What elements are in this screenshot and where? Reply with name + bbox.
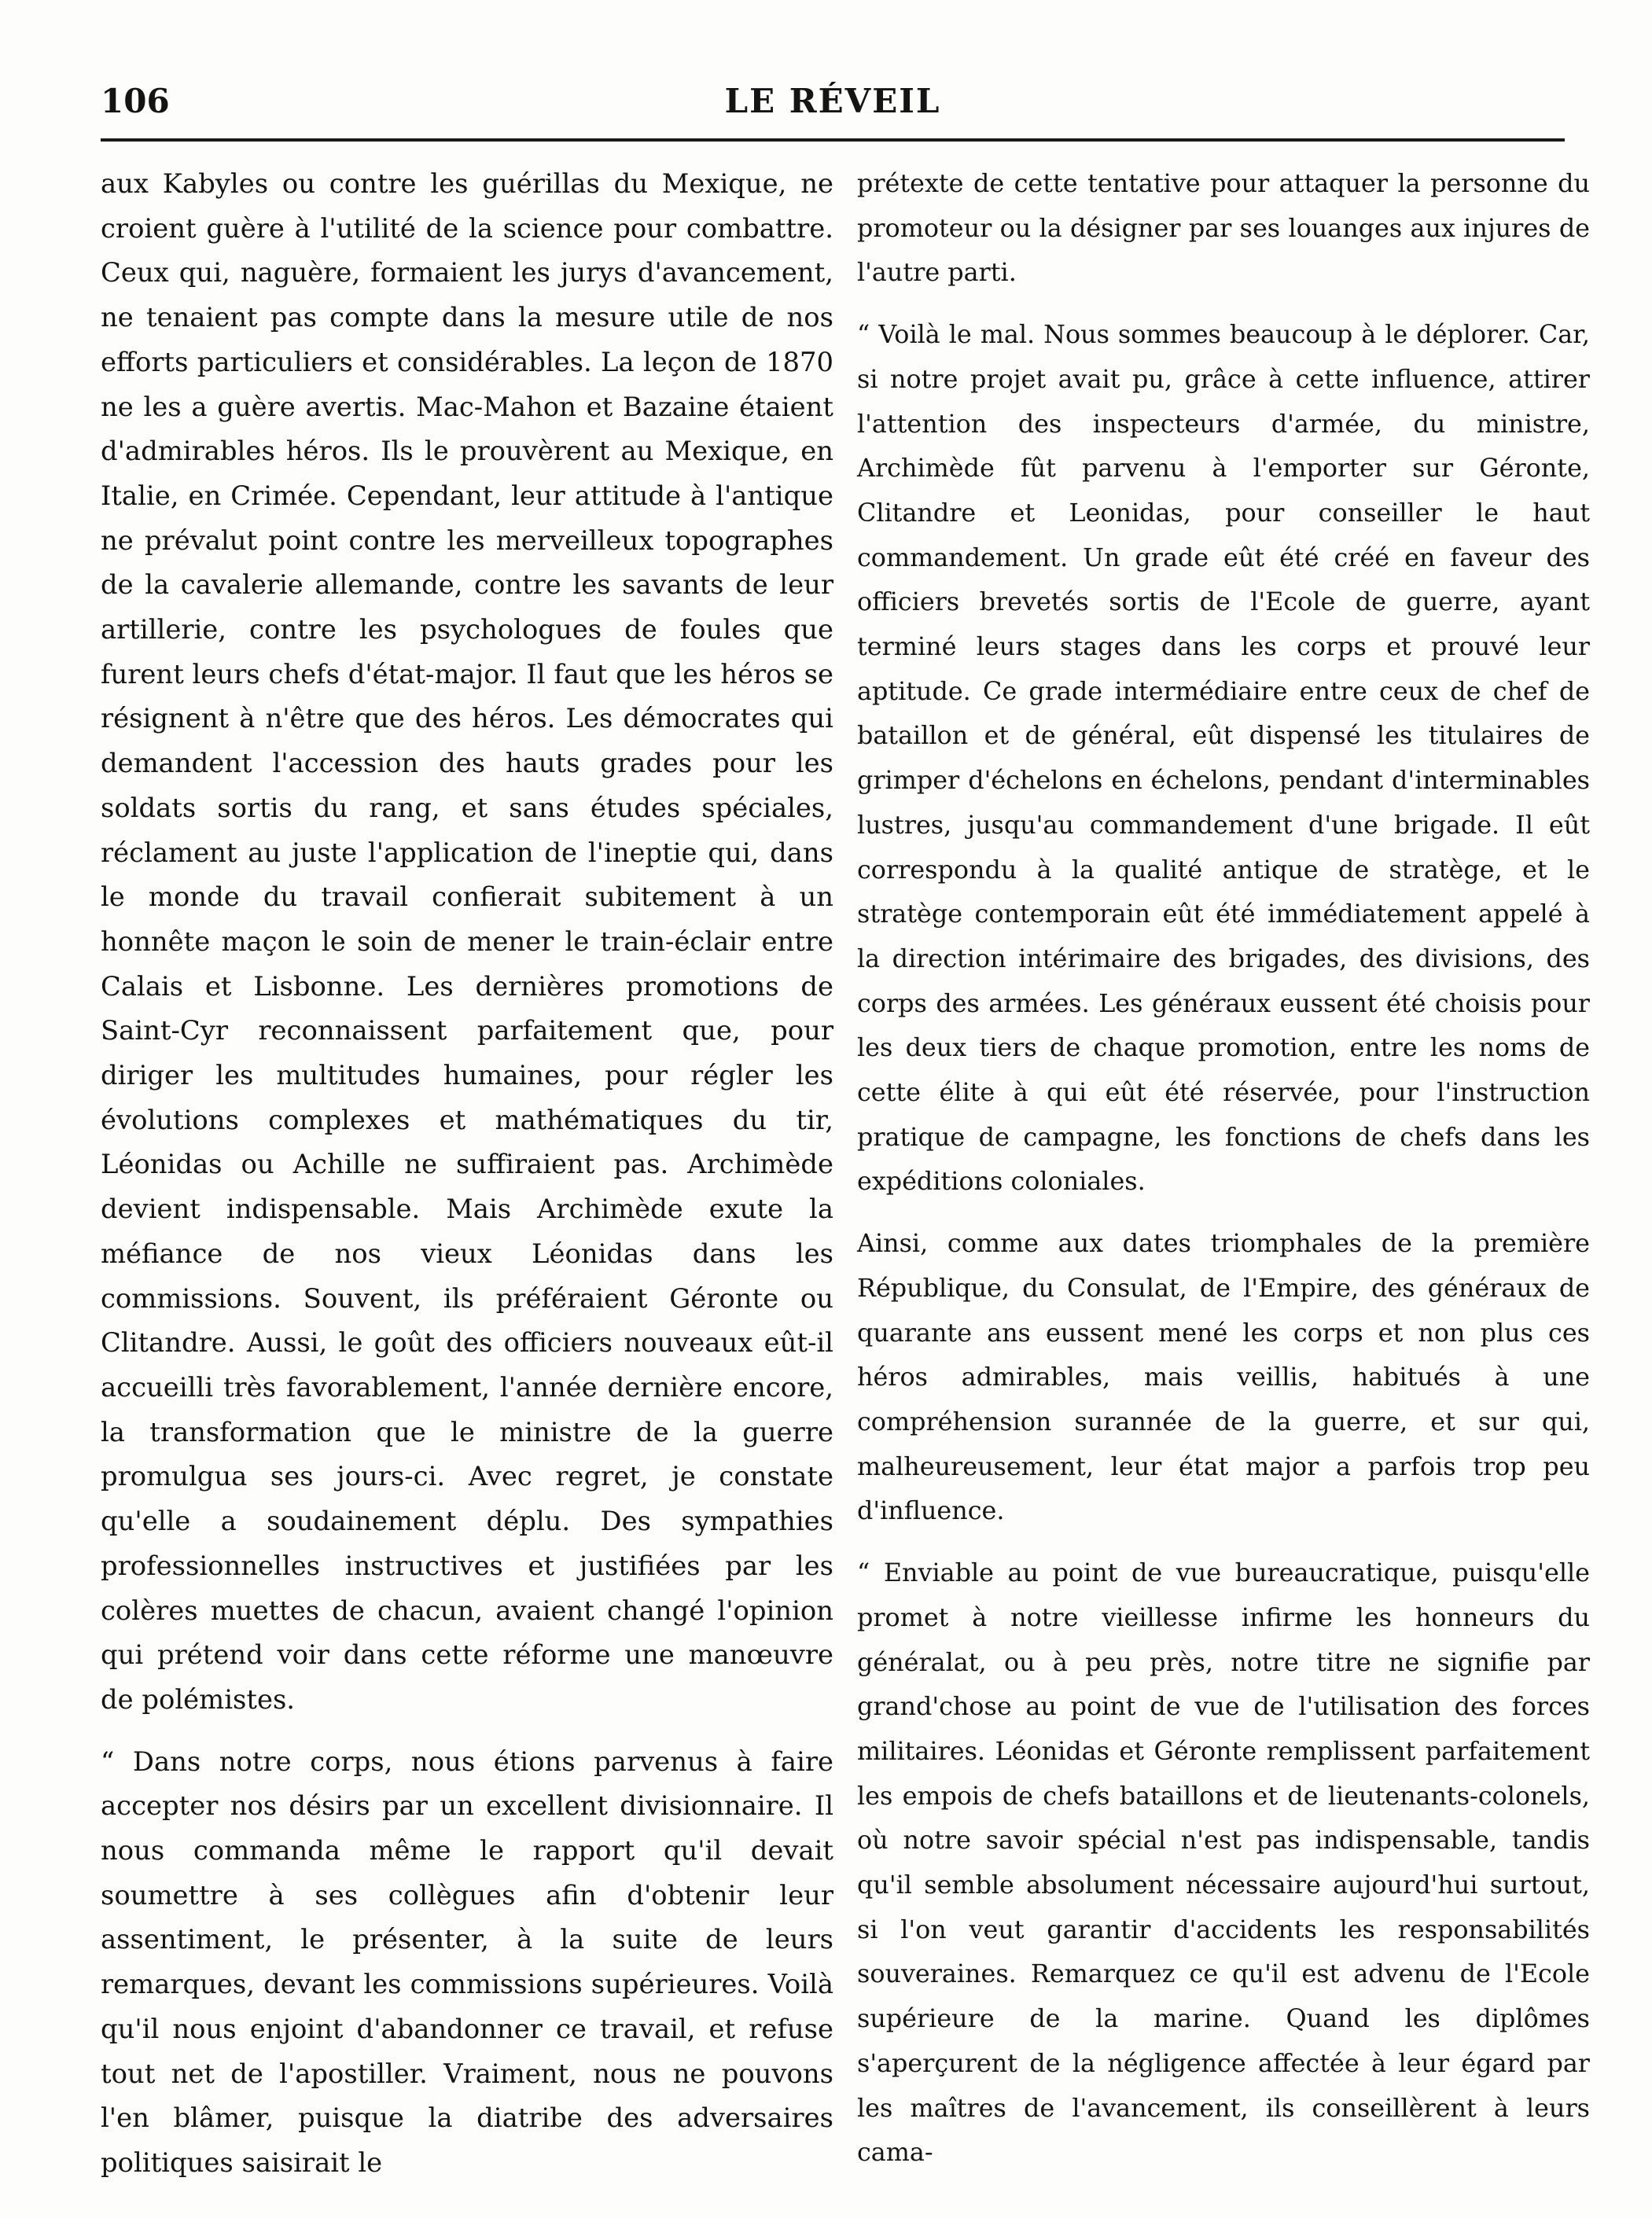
page-header xyxy=(101,82,1565,129)
right-column xyxy=(857,162,1590,2176)
paragraph: aux Kabyles ou contre les guérillas du Mexique, ne croient guère à l'utilité de la science pour combattre. Ceux qui, naguère, formaient les jurys d'avancement, ne tenaient pas compte dans la mesure utile de nos efforts particuliers et considérables. La leçon de 1870 ne les a guère avertis. Mac-Mahon et Bazaine étaient d'admirables héros. Ils le prouvèrent au Mexique, en Italie, en Crimée. Cependant, leur attitude à l'antique ne prévalut point contre les merveilleux topographes de la cavalerie allemande, contre les savants de leur artillerie, contre les psychologues de foules que furent leurs chefs d'état-major. Il faut que les héros se résignent à n'être que des héros. Les démocrates qui demandent l'accession des hauts grades pour les soldats sortis du rang, et sans études spéciales, réclament au juste l'application de l'ineptie qui, dans le monde du travail confierait subitement à un honnête maçon le soin de mener le train-éclair entre Calais et Lisbonne. Les dernières promotions de Saint-Cyr reconnaissent parfaitement que, pour diriger les multitudes humaines, pour régler les évolutions complexes et mathématiques du tir, Léonidas ou Achille ne suffiraient pas. Archimède devient indispensable. Mais Archimède exute la méfiance de nos vieux Léonidas dans les commissions. Souvent, ils préféraient Géronte ou Clitandre. Aussi, le goût des officiers nouveaux eût-il accueilli très favorablement, l'année dernière encore, la transformation que le ministre de la guerre promulgua ses jours-ci. Avec regret, je constate qu'elle a soudainement déplu. Des sympathies professionnelles instructives et justifiées par les colères muettes de chacun, avaient changé l'opinion qui prétend voir dans cette réforme une manœuvre de polémistes. xyxy=(101,168,833,1715)
left-column xyxy=(101,162,833,2186)
paragraph: Ainsi, comme aux dates triomphales de la première République, du Consulat, de l'Empire, des généraux de quarante ans eussent mené les corps et non plus ces héros admirables, mais veillis, habitués à une compréhension surannée de la guerre, et sur qui, malheureusement, leur état major a parfois trop peu d'influence. xyxy=(857,1229,1590,1526)
paragraph: “ Voilà le mal. Nous sommes beaucoup à le déplorer. Car, si notre projet avait pu, grâce à cette influence, attirer l'attention des inspecteurs d'armée, du ministre, Archimède fût parvenu à l'emporter sur Géronte, Clitandre et Leonidas, pour conseiller le haut commandement. Un grade eût été créé en faveur des officiers brevetés sortis de l'Ecole de guerre, ayant terminé leurs stages dans les corps et prouvé leur aptitude. Ce grade intermédiaire entre ceux de chef de bataillon et de général, eût dispensé les titulaires de grimper d'échelons en échelons, pendant d'interminables lustres, jusqu'au commandement d'une brigade. Il eût correspondu à la qualité antique de stratège, et le stratège contemporain eût été immédiatement appelé à la direction intérimaire des brigades, des divisions, des corps des armées. Les généraux eussent été choisis pour les deux tiers de chaque promotion, entre les noms de cette élite à qui eût été réservée, pour l'instruction pratique de campagne, les fonctions de chefs dans les expéditions coloniales. xyxy=(857,320,1590,1197)
page-number: 106 xyxy=(101,82,170,120)
running-title: LE RÉVEIL xyxy=(724,82,941,120)
header-rule xyxy=(101,138,1565,142)
paragraph: prétexte de cette tentative pour attaquer la personne du promoteur ou la désigner par ses louanges aux injures de l'autre parti. xyxy=(857,169,1590,288)
paragraph: “ Dans notre corps, nous étions parvenus à faire accepter nos désirs par un excellent divisionnaire. Il nous commanda même le rapport qu'il devait soumettre à ses collègues afin d'obtenir leur assentiment, le présenter, à la suite de leurs remarques, devant les commissions supérieures. Voilà qu'il nous enjoint d'abandonner ce travail, et refuse tout net de l'apostiller. Vraiment, nous ne pouvons l'en blâmer, puisque la diatribe des adversaires politiques saisirait le xyxy=(101,1745,833,2178)
paragraph: “ Enviable au point de vue bureaucratique, puisqu'elle promet à notre vieillesse infirme les honneurs du généralat, ou à peu près, notre titre ne signifie par grand'chose au point de vue de l'utilisation des forces militaires. Léonidas et Géronte remplissent parfaitement les empois de chefs bataillons et de lieutenants-colonels, où notre savoir spécial n'est pas indispensable, tandis qu'il semble absolument nécessaire aujourd'hui surtout, si l'on veut garantir d'accidents les responsabilités souveraines. Remarquez ce qu'il est advenu de l'Ecole supérieure de la marine. Quand les diplômes s'aperçurent de la négligence affectée à leur égard par les maîtres de l'avancement, ils conseillèrent à leurs cama- xyxy=(857,1558,1590,2168)
